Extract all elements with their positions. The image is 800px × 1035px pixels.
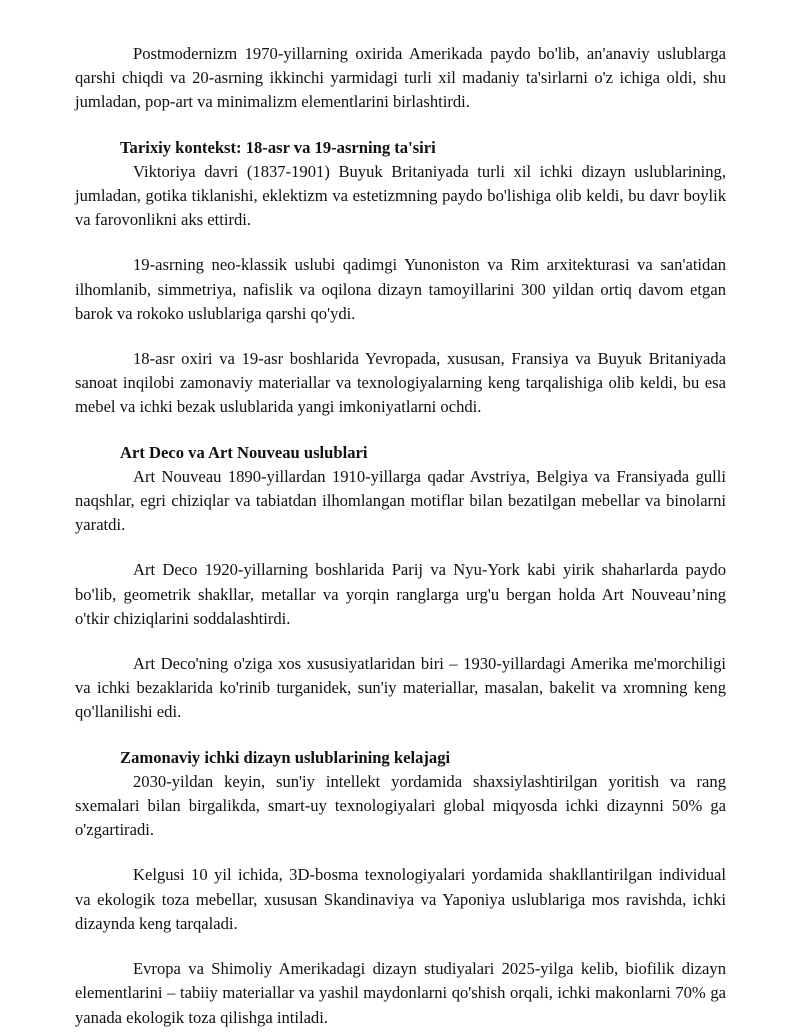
- paragraph-victorian: Viktoriya davri (1837-1901) Buyuk Britaniyada turli xil ichki dizayn uslublarining, jumladan, gotika tiklanishi, eklektizm va estetizmning paydo bo'lishiga olib keldi, bu davr boylik va farovonlikni aks ettirdi.: [75, 161, 726, 230]
- paragraph-smart-home: 2030-yildan keyin, sun'iy intellekt yordamida shaxsiylashtirilgan yoritish va rang sxemalari bilan birgalikda, smart-uy texnologiyalari global miqyosda ichki dizaynni 50% ga o'zgartiradi.: [75, 771, 726, 840]
- paragraph-industrial-revolution: 18-asr oxiri va 19-asr boshlarida Yevropada, xususan, Fransiya va Buyuk Britaniyada sanoat inqilobi zamonaviy materiallar va texnologiyalarning keng tarqalishiga olib keldi, bu esa mebel va ichki bezak uslublarida yangi imkoniyatlarni ochdi.: [75, 349, 726, 417]
- document-page: [75, 42, 726, 1030]
- heading-future-styles: Zamonaviy ichki dizayn uslublarining kelajagi: [120, 747, 451, 767]
- paragraph-art-nouveau: Art Nouveau 1890-yillardan 1910-yillarga qadar Avstriya, Belgiya va Fransiyada gulli naqshlar, egri chiziqlar va tabiatdan ilhomlangan motiflar bilan bezatilgan mebellar va binolarni yaratdi.: [75, 466, 726, 535]
- paragraph-postmodernism: Postmodernizm 1970-yillarning oxirida Amerikada paydo bo'lib, an'anaviy uslublarga qarshi chiqdi va 20-asrning ikkinchi yarmidagi turli xil madaniy ta'sirlarni o'z ichiga oldi, shu jumladan, pop-art va minimalizm elementlarini birlashtirdi.: [75, 44, 726, 112]
- paragraph-art-deco: Art Deco 1920-yillarning boshlarida Parij va Nyu-York kabi yirik shaharlarda paydo bo'lib, geometrik shakllar, metallar va yorqin ranglarga urg'u bergan holda Art Nouveau’ning o'tkir chiziqlarini soddalashtirdi.: [75, 560, 726, 628]
- paragraph-art-deco-materials: Art Deco'ning o'ziga xos xususiyatlaridan biri – 1930-yillardagi Amerika me'morchiligi va ichki bezaklarida ko'rinib turganidek, sun'iy materiallar, masalan, bakelit va xromning keng qo'llanilishi edi.: [75, 654, 726, 722]
- paragraph-biophilic-design: Evropa va Shimoliy Amerikadagi dizayn studiyalari 2025-yilga kelib, biofilik dizayn elementlarini – tabiiy materiallar va yashil maydonlarni qo'shish orqali, ichki makonlarni 70% ga yanada ekologik toza qilishga intiladi.: [75, 959, 726, 1027]
- heading-art-deco-nouveau: Art Deco va Art Nouveau uslublari: [120, 442, 368, 462]
- heading-historical-context: Tarixiy kontekst: 18-asr va 19-asrning ta'siri: [120, 137, 436, 157]
- paragraph-neoclassical: 19-asrning neo-klassik uslubi qadimgi Yunoniston va Rim arxitekturasi va san'atidan ilhomlanib, simmetriya, nafislik va oqilona dizayn tamoyillarini 300 yildan ortiq davom etgan barok va rokoko uslublariga qarshi qo'ydi.: [75, 255, 726, 323]
- paragraph-3d-printing: Kelgusi 10 yil ichida, 3D-bosma texnologiyalari yordamida shakllantirilgan individual va ekologik toza mebellar, xususan Skandinaviya va Yaponiya uslublariga mos ravishda, ichki dizaynda keng tarqaladi.: [75, 865, 726, 933]
